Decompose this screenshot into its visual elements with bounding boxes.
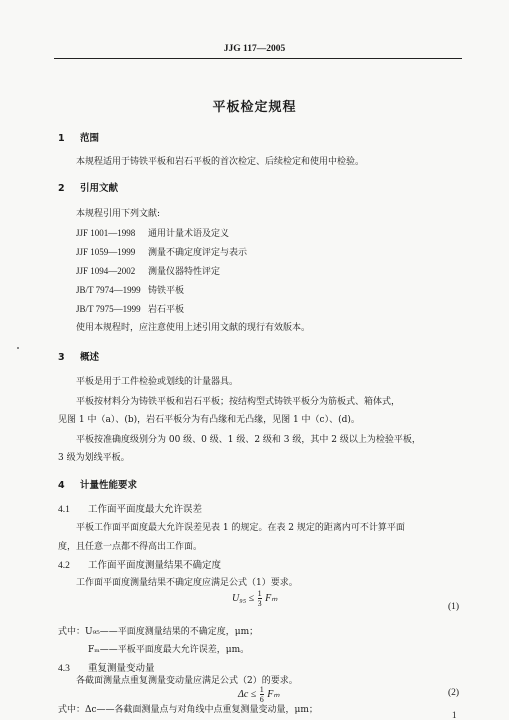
reference-code: JJF 1094—2002 xyxy=(76,266,136,276)
reference-code: JJF 1059—1999 xyxy=(76,247,136,257)
subsection-title: 工作面平面度最大允许误差 xyxy=(88,504,203,515)
section-title: 概述 xyxy=(80,352,100,363)
overview-paragraph-3-line-2: 3 级为划线平板。 xyxy=(58,453,130,463)
header-rule xyxy=(54,58,462,59)
reference-item xyxy=(76,302,184,315)
where-clause-1: 式中：U₉₅——平面度测量结果的不确定度，μm； xyxy=(58,627,259,637)
section-number: 2 xyxy=(58,183,65,194)
reference-name: 测量不确定度评定与表示 xyxy=(148,248,248,258)
reference-item xyxy=(76,283,184,296)
overview-paragraph-2-line-2: 见图 1 中（a）、(b)，岩石平板分为有凸缘和无凸缘，见图 1 中（c）、(d)。 xyxy=(58,415,360,425)
equation-rhs: Fₘ xyxy=(265,592,278,604)
subsection-number: 4.2 xyxy=(58,561,70,571)
equation-rhs: Fₘ xyxy=(267,688,280,700)
subsection-4-2-text: 工作面平面度测量结果不确定度应满足公式（1）要求。 xyxy=(76,578,298,588)
section-number: 4 xyxy=(58,480,65,491)
fraction-numerator: 1 xyxy=(259,685,264,694)
subsection-4-1-text-line-2: 度，且任意一点都不得高出工作面。 xyxy=(58,542,203,552)
running-header: JJG 117—2005 xyxy=(223,44,286,54)
equation-lhs: U₉₅ ≤ xyxy=(232,592,255,604)
reference-name: 测量仪器特性评定 xyxy=(148,267,221,277)
subsection-title: 工作面平面度测量结果不确定度 xyxy=(88,560,222,571)
section-number: 3 xyxy=(58,352,65,363)
section-3-heading xyxy=(58,349,99,363)
reference-item xyxy=(76,245,247,258)
equation-fraction xyxy=(258,589,262,608)
subsection-4-3-heading xyxy=(58,660,155,674)
subsection-title: 重复测量变动量 xyxy=(88,663,155,674)
document-title: 平板检定规程 xyxy=(212,100,297,115)
page-number: 1 xyxy=(452,710,457,720)
section-2-heading xyxy=(58,180,118,194)
reference-name: 岩石平板 xyxy=(148,305,185,315)
where-clause-2: Fₘ——平板平面度最大允许误差，μm。 xyxy=(88,645,250,655)
reference-code: JJF 1001—1998 xyxy=(76,228,136,238)
fraction-numerator: 1 xyxy=(257,589,262,598)
reference-item xyxy=(76,226,229,239)
section-title: 引用文献 xyxy=(80,183,119,194)
references-intro: 本规程引用下列文献: xyxy=(76,209,161,219)
section-1-text: 本规程适用于铸铁平板和岩石平板的首次检定、后续检定和使用中检验。 xyxy=(76,157,365,167)
fraction-denominator: 3 xyxy=(257,599,262,608)
subsection-number: 4.3 xyxy=(58,664,70,674)
section-1-heading xyxy=(58,130,99,144)
where-clause-3: 式中：Δc——各截面测量点与对角线中点重复测量变动量，μm； xyxy=(58,705,318,715)
overview-paragraph-2-line-1: 平板按材料分为铸铁平板和岩石平板；按结构型式铸铁平板分为筋板式、箱体式， xyxy=(76,397,401,407)
reference-item xyxy=(76,264,220,277)
equation-1-number: (1) xyxy=(448,602,460,612)
equation-lhs: Δc ≤ xyxy=(238,688,257,700)
section-title: 范围 xyxy=(80,133,100,144)
equation-2-number: (2) xyxy=(448,688,460,698)
overview-paragraph-3-line-1: 平板按准确度级别分为 00 级、0 级、1 级、2 级和 3 级，其中 2 级以上为检验平板， xyxy=(76,435,421,445)
subsection-4-1-heading xyxy=(58,501,202,515)
subsection-4-2-heading xyxy=(58,557,221,571)
subsection-number: 4.1 xyxy=(58,505,70,515)
subsection-4-3-text: 各截面测量点重复测量变动量应满足公式（2）的要求。 xyxy=(76,676,298,686)
equation-1 xyxy=(232,589,278,608)
subsection-4-1-text-line-1: 平板工作面平面度最大允许误差见表 1 的规定。在表 2 规定的距离内可不计算平面 xyxy=(76,523,405,533)
references-note: 使用本规程时，应注意使用上述引用文献的现行有效版本。 xyxy=(76,323,311,333)
reference-name: 通用计量术语及定义 xyxy=(148,229,230,239)
reference-name: 铸铁平板 xyxy=(148,286,185,296)
scan-speck xyxy=(17,347,19,349)
reference-code: JB/T 7975—1999 xyxy=(76,304,141,314)
fraction-denominator: 6 xyxy=(259,695,264,704)
section-4-heading xyxy=(58,477,137,491)
section-title: 计量性能要求 xyxy=(80,480,138,491)
overview-paragraph-1: 平板是用于工件检验或划线的计量器具。 xyxy=(76,377,239,387)
reference-code: JB/T 7974—1999 xyxy=(76,285,141,295)
section-number: 1 xyxy=(58,133,65,144)
